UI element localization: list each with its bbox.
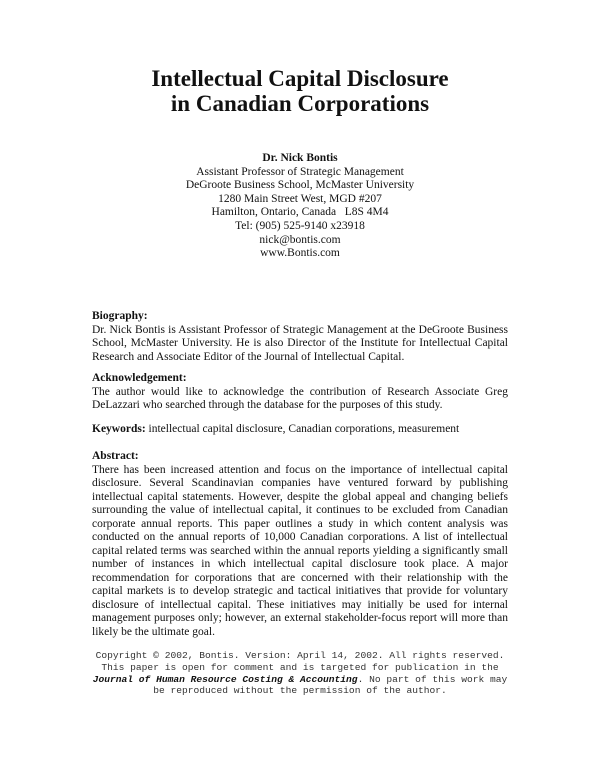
author-address-line-2: Hamilton, Ontario, Canada L8S 4M4 — [211, 206, 389, 219]
abstract-text: There has been increased attention and focus on the importance of intellectual capital disclosure. Several Scandinavian companies have ventured forward by publishing intellectual capital statements. However, despite the global appeal and changing beliefs surrounding the value of intellectual capital, it continues to be excluded from Canadian corporate annual reports. This paper outlines a study in which content analysis was conducted on the annual reports of 10,000 Canadian corporations. A list of intellectual capital related terms was searched within the annual reports yielding a significantly small number of instances in which intellectual capital disclosure took place. A major recommendation for corporations that are concerned with their relationship with the capital markets is to develop strategic and tactical initiatives that provide for voluntary disclosure of intellectual capital. These initiatives may initially be used for internal management purposes only; however, an external stakeholder-focus report will more than likely be the ultimate goal. — [92, 463, 508, 638]
abstract-heading: Abstract: — [92, 450, 139, 462]
copyright-footer — [0, 650, 600, 697]
keywords-text: intellectual capital disclosure, Canadian corporations, measurement — [145, 423, 460, 435]
footer-line-2: This paper is open for comment and is targeted for publication in the — [101, 661, 499, 673]
biography-text: Dr. Nick Bontis is Assistant Professor of Strategic Management at the DeGroote Business School, McMaster University. He is also Director of the Institute for Intellectual Capital Research and Associate Editor of the Journal of Intellectual Capital. — [92, 323, 508, 363]
author-telephone: Tel: (905) 525-9140 x23918 — [235, 219, 365, 232]
abstract-section — [92, 450, 508, 639]
author-affiliation: DeGroote Business School, McMaster University — [185, 179, 415, 192]
author-position: Assistant Professor of Strategic Management — [196, 165, 404, 178]
keywords-label: Keywords: — [92, 423, 146, 435]
author-email[interactable]: nick@bontis.com — [259, 233, 341, 246]
footer-line-1: Copyright © 2002, Bontis. Version: April 14, 2002. All rights reserved. — [95, 650, 505, 661]
acknowledgement-section — [92, 372, 508, 413]
author-block — [0, 152, 600, 261]
footer-line-4: be reproduced without the permission of the author. — [153, 685, 447, 697]
footer-line-3 — [0, 674, 600, 686]
keywords-section — [92, 423, 508, 437]
acknowledgement-text: The author would like to acknowledge the contribution of Research Associate Greg DeLazzari who searched through the database for the purposes of this study. — [92, 385, 508, 411]
title-line-2: in Canadian Corporations — [170, 91, 430, 116]
footer-line-3-rest: . No part of this work may — [357, 673, 508, 685]
author-name: Dr. Nick Bontis — [262, 152, 338, 164]
biography-heading: Biography: — [92, 310, 148, 322]
biography-section — [92, 310, 508, 364]
author-address-line-1: 1280 Main Street West, MGD #207 — [218, 192, 382, 205]
title-line-1: Intellectual Capital Disclosure — [151, 66, 449, 91]
journal-name: Journal of Human Resource Costing & Accounting — [92, 673, 358, 685]
author-website[interactable]: www.Bontis.com — [260, 247, 340, 260]
acknowledgement-heading: Acknowledgement: — [92, 372, 187, 384]
paper-title — [0, 66, 600, 116]
